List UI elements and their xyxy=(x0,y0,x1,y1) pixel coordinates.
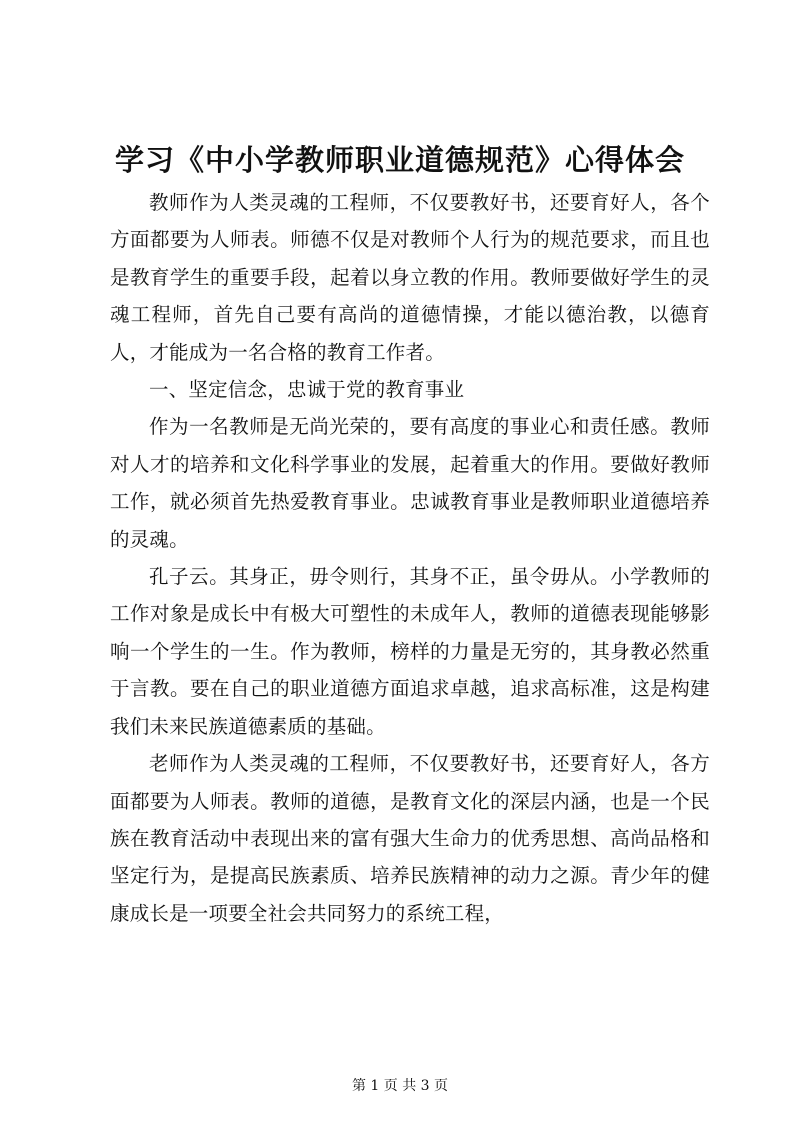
document-body xyxy=(110,184,710,932)
paragraph-dedication: 作为一名教师是无尚光荣的，要有高度的事业心和责任感。教师对人才的培养和文化科学事业的发展，起着重大的作用。要做好教师工作，就必须首先热爱教育事业。忠诚教育事业是教师职业道德培养的灵魂。 xyxy=(110,415,710,551)
paragraph-intro: 教师作为人类灵魂的工程师，不仅要教好书，还要育好人，各个方面都要为人师表。师德不仅是对教师个人行为的规范要求，而且也是教育学生的重要手段，起着以身立教的作用。教师要做好学生的灵魂工程师，首先自己要有高尚的道德情操，才能以德治教，以德育人，才能成为一名合格的教育工作者。 xyxy=(110,191,710,364)
page-number-label: 第 1 页 共 3 页 xyxy=(351,1078,449,1094)
page-footer xyxy=(0,1076,800,1096)
document-title: 学习《中小学教师职业道德规范》心得体会 xyxy=(114,143,685,177)
paragraph-confucius: 孔子云。其身正，毋令则行，其身不正，虽令毋从。小学教师的工作对象是成长中有极大可塑性的未成年人，教师的道德表现能够影响一个学生的一生。作为教师，榜样的力量是无穷的，其身教必然重于言教。要在自己的职业道德方面追求卓越，追求高标准，这是构建我们未来民族道德素质的基础。 xyxy=(110,565,710,738)
paragraph-teacher-role: 老师作为人类灵魂的工程师，不仅要教好书，还要育好人，各方面都要为人师表。教师的道德，是教育文化的深层内涵，也是一个民族在教育活动中表现出来的富有强大生命力的优秀思想、高尚品格和坚定行为，是提高民族素质、培养民族精神的动力之源。青少年的健康成长是一项要全社会共同努力的系统工程， xyxy=(110,752,710,925)
section-heading-1: 一、坚定信念，忠诚于党的教育事业 xyxy=(149,378,465,402)
